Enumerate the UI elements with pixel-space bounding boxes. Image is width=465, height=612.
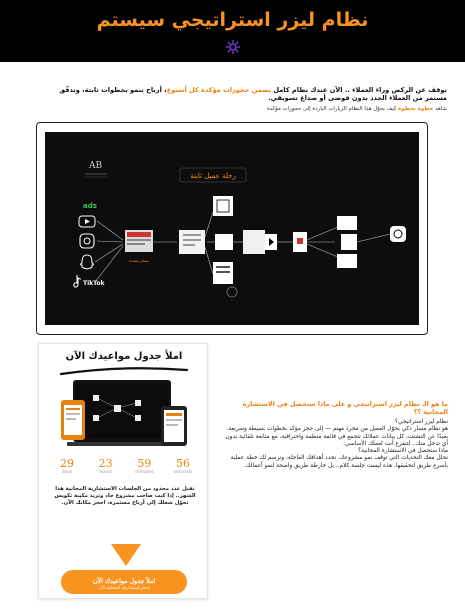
countdown-timer: [49, 457, 201, 475]
step-node-top: [213, 196, 233, 216]
form-thumb: [179, 230, 205, 254]
countdown-minutes-value: 59: [137, 457, 152, 470]
countdown-hours-value: 23: [98, 457, 113, 470]
snapchat-icon: [81, 255, 94, 269]
about-line-5: نحلل معك التحديات التي توقف نمو مشروعك، نحدد أهدافك العاجلة، ونرسم لك خطة عملية بأسرع طريق لتحقيقها. هذه ليست جلسة كلام.. بل خارطة طريق واضحة لنمو أعمالك.: [230, 455, 448, 469]
arrow-down-icon: [109, 542, 143, 568]
intro-sub-highlight: خطوة بخطوة: [398, 106, 434, 112]
tiktok-label: TikTok: [83, 280, 105, 287]
book-now-sublabel: احجز استشارتك المجانية الآن: [98, 585, 150, 590]
intro-text-part1: توقف عن الركض وراء العملاء .. الآن عندك نظام كامل: [271, 86, 447, 94]
funnel-diagram: [45, 132, 419, 325]
countdown-hours-label: hours: [99, 470, 112, 475]
intro-text-part2: ، أرباح تنمو بخطوات ثابتة، وتدفّق مستمر من العملاء الجدد بدون فوضى أو صداع تسويقي.: [59, 86, 447, 103]
countdown-days-label: days: [61, 470, 73, 475]
countdown-seconds-label: seconds: [173, 470, 193, 475]
countdown-minutes: [126, 457, 162, 475]
source-label: مصادر متعددة: [128, 259, 150, 263]
device-mockup: [57, 378, 197, 454]
hero-title: نظام ليزر استراتيجي سيستم: [96, 9, 369, 31]
ads-label: ads: [83, 202, 97, 210]
journey-label: رحلة عميل ثابتة: [190, 172, 236, 180]
crm-node-top: [337, 216, 357, 230]
crm-node-bottom: [337, 254, 357, 268]
card-title: املأ جدول مواعيدك الآن: [65, 351, 183, 362]
funnel-video[interactable]: [45, 132, 419, 325]
tiktok-icon: [74, 275, 106, 287]
about-line-2: هو نظام مسار ذكي يحوّل العميل من مجرد مهتم — إلى حجز مؤكد بخطوات بسيطة وسريعة.: [226, 426, 448, 433]
about-body: [218, 419, 448, 470]
countdown-minutes-label: minutes: [135, 470, 154, 475]
hero-banner: [0, 0, 465, 62]
countdown-seconds-value: 56: [175, 457, 190, 470]
intro-highlight: يضمن حجوزات مؤكدة كل أسبوع: [166, 86, 272, 94]
youtube-icon: [79, 216, 95, 227]
crm-node-mid: [341, 234, 357, 250]
about-line-1: نظام ليزر استراتيجي؟: [395, 419, 448, 425]
book-now-button[interactable]: [61, 570, 187, 594]
calendar-node: [390, 226, 406, 242]
brand-mark: AB: [89, 161, 103, 171]
intro-subline: [40, 106, 447, 112]
loop-icon: [227, 287, 237, 297]
intro-sub-part2: كيف يحوّل هذا النظام الزيارات الباردة إلى حجوزات مؤكدة: [266, 106, 399, 112]
book-now-label: املأ جدول مواعيدك الآن: [92, 578, 156, 585]
video-frame: [36, 122, 428, 335]
instagram-icon: [80, 234, 94, 248]
countdown-hours: [88, 457, 124, 475]
video-step-thumb: [243, 230, 265, 254]
step-node-mid: [215, 234, 233, 250]
network-gear-icon: [224, 38, 242, 56]
underline-swoosh: [59, 366, 189, 376]
about-line-4: ماذا ستحصل في الاستشارة المجانية؟: [358, 448, 448, 455]
intro-paragraph: [40, 86, 447, 103]
countdown-days-value: 29: [60, 457, 74, 470]
countdown-days: [49, 457, 85, 475]
brand-logo: [85, 161, 107, 177]
landing-page-thumb: [125, 230, 153, 263]
booking-card: [38, 343, 208, 599]
about-line-3: بعيدًا عن التشتت، كل بيانات عملائك تتجمع في قائمة منظمة واحترافية، مع متابعة تلقائية بدون أي تدخل منك.. لتتفرغ أنت لعملك الأساسي.: [225, 433, 448, 447]
countdown-seconds: [165, 457, 201, 475]
about-section: [218, 400, 448, 470]
intro-sub-part1: شاهد: [433, 106, 447, 112]
about-heading: ما هو الـ نظام ليزر استراتيجي و على ماذا ستحصل في الاستشارة المجانية ؟؟: [242, 400, 448, 416]
offer-text: نقبل عدد محدود من الجلسات الاستشارية المجانية هذا الشهر.. إذا كنت صاحب مشروع جاد وتريد مكينة تكويس تحوّل شغلك إلى أرباح مستمرة، احجز مكانك الآن.: [54, 486, 196, 507]
